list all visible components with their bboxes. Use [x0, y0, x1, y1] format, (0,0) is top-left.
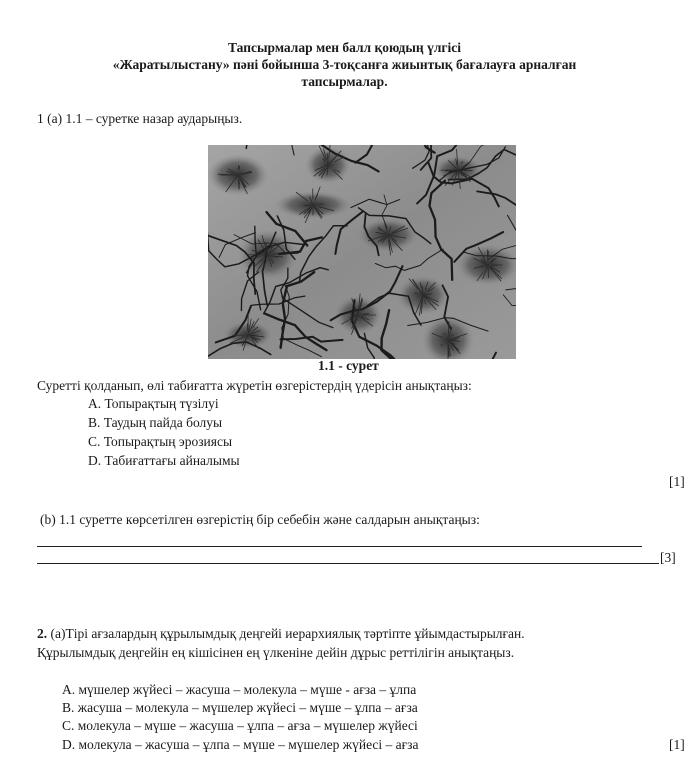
q2-line-2: Құрылымдық деңгейін ең кішісінен ең үлкеніне дейін дұрыс реттілігін анықтаңыз.: [37, 645, 515, 660]
q1-mark: [1]: [669, 474, 685, 489]
cracked-soil-image: [208, 145, 516, 359]
q2-number: 2.: [37, 626, 48, 641]
cracked-dry-soil-photo: [208, 145, 516, 359]
q1-option-b: B. Таудың пайда болуы: [88, 415, 223, 430]
q1-question: Суретті қолданып, өлі табиғатта жүретін өзгерістердің үдерісін анықтаңыз:: [37, 378, 472, 393]
q1-option-d: D. Табиғаттағы айналымы: [88, 453, 240, 468]
q2-mark: [1]: [669, 737, 685, 752]
doc-title-line-1: Тапсырмалар мен балл қоюдың үлгісі: [227, 40, 462, 55]
q2-option-b: B. жасуша – молекула – мүшелер жүйесі – мүше – ұлпа – ағза: [62, 700, 418, 715]
answer-line-2: [37, 563, 659, 564]
q2-option-a: A. мүшелер жүйесі – жасуша – молекула – мүше - ағза – ұлпа: [62, 682, 417, 697]
q1-option-a: A. Топырақтың түзілуі: [88, 396, 219, 411]
figure-caption: 1.1 - сурет: [318, 358, 379, 373]
q1-part-b: (b) 1.1 суретте көрсетілген өзгерістің бір себебін және салдарын анықтаңыз:: [40, 512, 480, 527]
q1-option-c: C. Топырақтың эрозиясы: [88, 434, 233, 449]
q2-line-1: [37, 626, 525, 642]
q1-intro: 1 (а) 1.1 – суретке назар аударыңыз.: [37, 111, 243, 126]
doc-title-line-2: «Жаратылыстану» пәні бойынша 3-тоқсанға жиынтық бағалауға арналған: [112, 57, 577, 72]
q2-option-d: D. молекула – жасуша – ұлпа – мүше – мүшелер жүйесі – ағза: [62, 737, 419, 752]
answer-line-1: [37, 546, 642, 547]
q1-part-b-mark: [3]: [660, 550, 676, 565]
q2-stem: (а)Тірі ағзалардың құрылымдық деңгейі иерархиялық тәртіпте ұйымдастырылған.: [47, 626, 525, 641]
q2-option-c: C. молекула – мүше – жасуша – ұлпа – ағза – мүшелер жүйесі: [62, 718, 418, 733]
doc-title-line-3: тапсырмалар.: [301, 74, 388, 89]
